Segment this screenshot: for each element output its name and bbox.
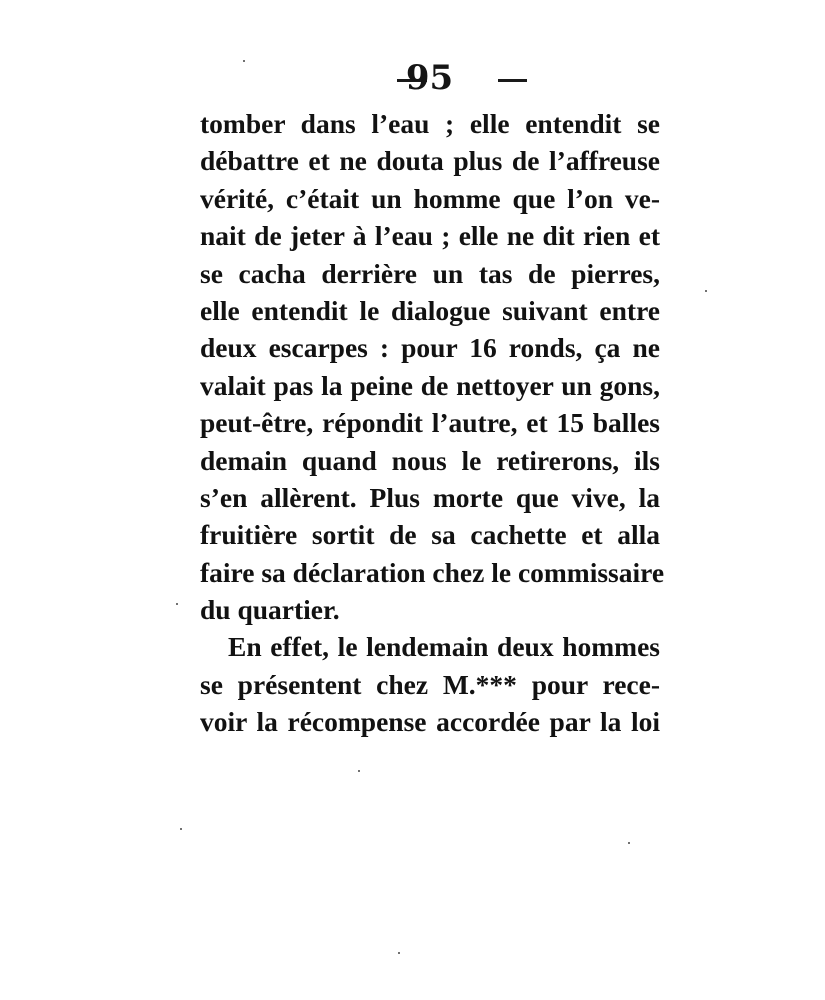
scan-speck <box>176 603 178 605</box>
page-header <box>0 56 825 100</box>
text-line: deux escarpes : pour 16 ronds, ça ne <box>200 332 660 364</box>
text-line: du quartier. <box>200 594 340 626</box>
text-line: tomber dans l’eau ; elle entendit se <box>200 108 660 139</box>
text-line: se cacha derrière un tas de pierres, <box>200 257 660 289</box>
scan-speck <box>705 290 707 292</box>
text-line: s’en allèrent. Plus morte que vive, la <box>200 481 660 513</box>
text-line: vérité, c’était un homme que l’on ve- <box>200 182 660 214</box>
text-line: débattre et ne douta plus de l’affreuse <box>200 145 660 177</box>
text-line: voir la récompense accordée par la loi <box>200 706 660 738</box>
text-line: peut-être, répondit l’autre, et 15 balles <box>200 407 660 439</box>
scan-speck <box>398 952 400 954</box>
text-line: En effet, le lendemain deux hommes <box>228 631 660 663</box>
text-line: fruitière sortit de sa cachette et alla <box>200 519 660 551</box>
text-line: nait de jeter à l’eau ; elle ne dit rien et <box>200 220 660 252</box>
body-text <box>200 105 665 741</box>
scan-speck <box>180 828 182 830</box>
text-line: valait pas la peine de nettoyer un gons, <box>200 369 660 401</box>
text-line: faire sa déclaration chez le commissaire <box>200 556 665 588</box>
folio-dash-right <box>498 79 527 82</box>
text-line: se présentent chez M.*** pour rece- <box>200 668 660 700</box>
page-number: 95 <box>405 58 454 98</box>
scan-speck <box>628 842 630 844</box>
scan-speck <box>243 60 245 62</box>
text-line: elle entendit le dialogue suivant entre <box>200 294 660 326</box>
scan-speck <box>358 770 360 772</box>
text-line: demain quand nous le retirerons, ils <box>200 444 660 476</box>
